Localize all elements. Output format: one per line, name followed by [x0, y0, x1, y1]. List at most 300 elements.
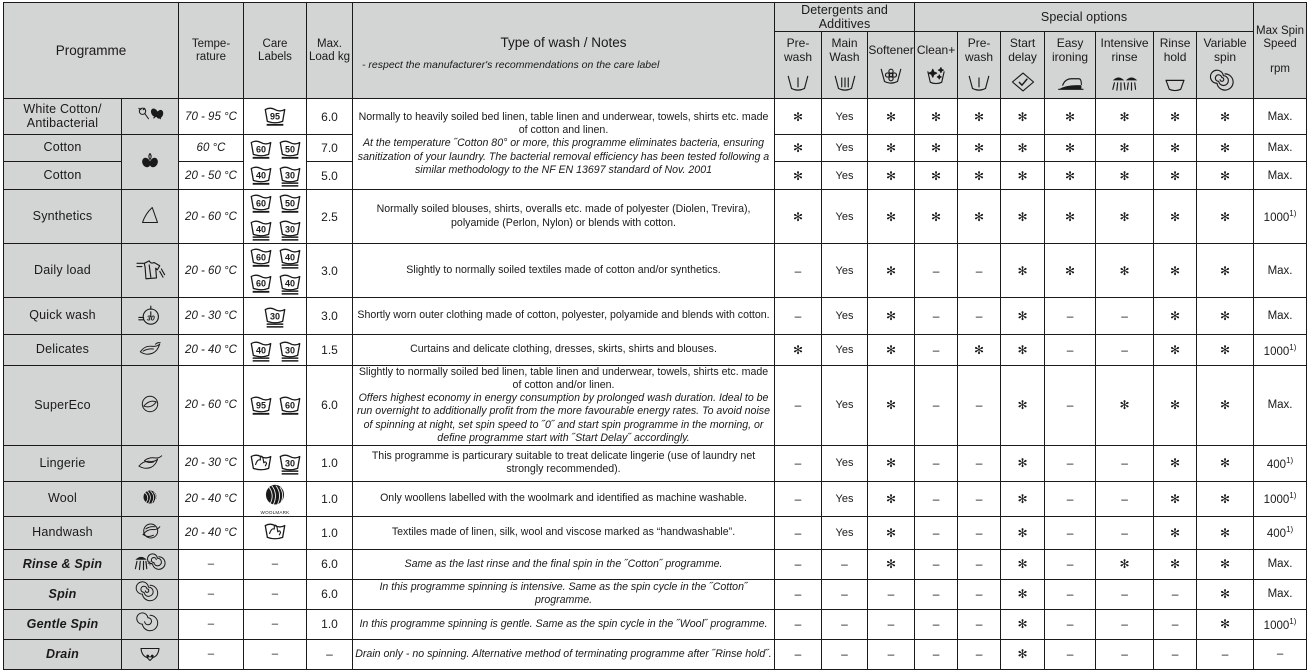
svg-text:+: + [147, 558, 153, 568]
spin-value: Max. [1267, 558, 1293, 571]
spin-footnote: 1) [1286, 455, 1294, 465]
notes-plain: This programme is particurary suitable to treat delicate lingerie (use of laundry net strongly recommended). [371, 450, 756, 476]
care-labels: – [244, 609, 307, 639]
option-unavailable: – [958, 244, 1001, 298]
programme-name-text: Spin [48, 586, 77, 601]
care-labels: – [244, 579, 307, 609]
notes-italic: Same as the last rinse and the final spin in the ˝Cotton˝ programme. [404, 557, 723, 570]
header-option-label-line1: Variable [1203, 36, 1247, 51]
spin-value: – [1276, 648, 1284, 661]
option-unavailable: – [958, 481, 1001, 516]
header-group-detergents: Detergents and Additives [775, 3, 915, 32]
option-unavailable: – [1096, 335, 1154, 366]
max-load-value: 2.5 [307, 190, 353, 244]
care-labels [244, 335, 307, 366]
option-available: ✻ [1197, 516, 1254, 549]
option-available: ✻ [1154, 335, 1197, 366]
option-available: ✻ [1197, 366, 1254, 446]
option-available: ✻ [1001, 516, 1045, 549]
notes-cell [353, 579, 775, 609]
header-maxload-line2: Load [309, 50, 335, 63]
option-available: ✻ [958, 335, 1001, 366]
header-option-label-line2: rinse [1111, 49, 1138, 64]
option-available: ✻ [1001, 335, 1045, 366]
max-spin-speed-value [1254, 99, 1307, 135]
lingerie-hand-icon [122, 445, 179, 481]
option-unavailable: – [822, 609, 868, 639]
option-available: ✻ [1001, 162, 1045, 190]
header-option-variablespin [1197, 32, 1254, 99]
care-label-row [244, 338, 306, 363]
option-available: ✻ [1154, 516, 1197, 549]
option-unavailable: – [958, 298, 1001, 335]
option-available: ✻ [1045, 190, 1096, 244]
table-row [4, 639, 1307, 669]
rinse-hold-tub-icon [1154, 69, 1196, 93]
option-yes: Yes [822, 244, 868, 298]
temperature-value: – [179, 639, 244, 669]
prewash-tub-icon [775, 69, 821, 93]
option-available: ✻ [868, 135, 915, 162]
notes-cell [353, 298, 775, 335]
option-yes: Yes [822, 516, 868, 549]
header-option-label-line2: ironing [1052, 49, 1089, 64]
option-available: ✻ [1045, 135, 1096, 162]
option-available: ✻ [868, 549, 915, 579]
spin-value: Max. [1267, 142, 1293, 154]
option-available: ✻ [1001, 298, 1045, 335]
option-available: ✻ [775, 335, 822, 366]
notes-cell [353, 609, 775, 639]
option-yes: Yes [822, 481, 868, 516]
svg-text:40: 40 [284, 278, 295, 289]
delicate-hand-icon [122, 335, 179, 366]
option-available: ✻ [868, 99, 915, 135]
spin-value: Max. [1267, 588, 1293, 601]
table-group-header-row [4, 3, 1307, 32]
svg-text:60: 60 [255, 143, 266, 154]
spin-value: 1000 [1263, 494, 1290, 507]
table-row [4, 609, 1307, 639]
header-maxspin-line1: Max [1256, 24, 1278, 37]
table-row [4, 516, 1307, 549]
max-spin-speed-value [1254, 335, 1307, 366]
option-unavailable: – [958, 445, 1001, 481]
svg-text:30: 30 [284, 224, 295, 235]
max-load-value: 7.0 [307, 135, 353, 162]
header-notes-subtitle: - respect the manufacturer's recommendations on the care label [362, 58, 660, 71]
option-available: ✻ [1001, 445, 1045, 481]
option-available: ✻ [868, 298, 915, 335]
header-option-startdelay [1001, 32, 1045, 99]
option-available: ✻ [1197, 162, 1254, 190]
header-temperature-line1: Tempe- [191, 37, 231, 50]
temperature-value: 20 - 30 °C [179, 445, 244, 481]
header-maxload-unit: kg [337, 50, 350, 63]
max-load-value: 6.0 [307, 99, 353, 135]
option-unavailable: – [1154, 639, 1197, 669]
option-available: ✻ [1001, 639, 1045, 669]
table-row [4, 335, 1307, 366]
temperature-value: 70 - 95 °C [179, 99, 244, 135]
header-temperature [179, 3, 244, 99]
option-yes: Yes [822, 135, 868, 162]
header-max-load [307, 3, 353, 99]
temperature-value: 20 - 40 °C [179, 335, 244, 366]
programme-name [4, 335, 122, 366]
notes-plain: Textiles made of linen, silk, wool and viscose marked as “handwashable”. [391, 526, 736, 539]
option-unavailable: – [1045, 639, 1096, 669]
max-load-value: 6.0 [307, 579, 353, 609]
option-yes: Yes [822, 335, 868, 366]
option-available: ✻ [915, 162, 958, 190]
table-row [4, 549, 1307, 579]
max-load-value: 1.0 [307, 481, 353, 516]
cleanplus-sparkle-tub-icon [915, 62, 957, 86]
notes-cell [353, 335, 775, 366]
care-labels: – [244, 639, 307, 669]
max-spin-speed-value [1254, 639, 1307, 669]
table-row [4, 99, 1307, 135]
notes-cell [353, 549, 775, 579]
programme-name-text: Drain [46, 646, 79, 661]
option-unavailable: – [1096, 481, 1154, 516]
header-maxspin-line2: Spin [1280, 24, 1305, 37]
spin-value: 400 [1266, 458, 1287, 471]
option-unavailable: – [1045, 609, 1096, 639]
option-available: ✻ [1096, 99, 1154, 135]
programme-name-text: Cotton [43, 167, 82, 182]
washing-programme-table [3, 2, 1307, 670]
option-unavailable: – [1045, 366, 1096, 446]
programme-table-sheet [0, 2, 1310, 662]
option-available: ✻ [1001, 135, 1045, 162]
spin-value: Max. [1267, 310, 1293, 322]
spin-footnote: 1) [1286, 525, 1294, 535]
programme-name [4, 135, 122, 162]
care-labels [244, 99, 307, 135]
table-row [4, 298, 1307, 335]
table-row [4, 366, 1307, 446]
option-available: ✻ [1197, 190, 1254, 244]
option-available: ✻ [1001, 579, 1045, 609]
header-option-label-line2: wash [783, 49, 812, 64]
svg-text:95: 95 [269, 111, 281, 122]
spin-value: 1000 [1263, 345, 1290, 358]
option-unavailable: – [868, 639, 915, 669]
care-labels [244, 190, 307, 244]
option-yes: Yes [822, 366, 868, 446]
option-available: ✻ [1197, 335, 1254, 366]
option-available: ✻ [1154, 549, 1197, 579]
notes-cell [353, 516, 775, 549]
option-unavailable: – [1096, 609, 1154, 639]
prewash-tub-icon [958, 69, 1000, 93]
header-option-easyironing [1045, 32, 1096, 99]
softener-flower-tub-icon [868, 62, 914, 86]
spin-footnote: 1) [1289, 342, 1297, 352]
care-label-row [244, 191, 306, 216]
option-available: ✻ [915, 99, 958, 135]
option-available: ✻ [1001, 244, 1045, 298]
cotton-boll-icon [122, 135, 179, 190]
care-labels [244, 244, 307, 298]
stopwatch-30-icon [122, 298, 179, 335]
table-row [4, 481, 1307, 516]
programme-name-text: Quick wash [29, 308, 96, 323]
care-label-row [244, 245, 306, 270]
option-available: ✻ [1001, 549, 1045, 579]
option-available: ✻ [868, 366, 915, 446]
programme-name [4, 366, 122, 446]
option-available: ✻ [915, 190, 958, 244]
temperature-value: – [179, 609, 244, 639]
option-available: ✻ [1197, 609, 1254, 639]
option-available: ✻ [1197, 579, 1254, 609]
option-unavailable: – [775, 639, 822, 669]
option-available: ✻ [1154, 190, 1197, 244]
option-unavailable: – [1096, 639, 1154, 669]
option-available: ✻ [1197, 445, 1254, 481]
notes-cell [353, 244, 775, 298]
table-row [4, 244, 1307, 298]
programme-name-text: Delicates [35, 342, 90, 357]
header-care-line1: Care [262, 37, 288, 50]
option-unavailable: – [775, 549, 822, 579]
spin-value: Max. [1267, 264, 1293, 277]
shower-rinse-icon [1096, 69, 1153, 93]
svg-text:40: 40 [255, 224, 266, 235]
option-unavailable: – [1045, 579, 1096, 609]
max-load-value: – [307, 639, 353, 669]
max-spin-speed-value [1254, 298, 1307, 335]
option-available: ✻ [1001, 609, 1045, 639]
option-unavailable: – [915, 579, 958, 609]
rinse-and-spin-icon [122, 549, 179, 579]
temperature-value: 20 - 60 °C [179, 366, 244, 446]
temperature-value: 20 - 50 °C [179, 162, 244, 190]
header-option-label-line2: spin [1214, 49, 1237, 64]
care-labels [244, 135, 307, 190]
option-yes: Yes [822, 298, 868, 335]
option-available: ✻ [1096, 366, 1154, 446]
notes-plain: Normally to heavily soiled bed linen, table linen and underwear, towels, shirts etc. made of cotton and linen. [358, 111, 769, 137]
option-available: ✻ [1154, 99, 1197, 135]
programme-name [4, 190, 122, 244]
notes-italic: Offers highest economy in energy consumption by prolonged wash duration. Ideal to be run overnight to additionally profit from the more favourable energy rates. To avoid noise of spinning at night, set spin speed to ˝0˝ and start spin programme in the morning, or define programme start with ˝Start Delay˝ accordingly. [357, 392, 770, 444]
max-spin-speed-value [1254, 481, 1307, 516]
table-row [4, 579, 1307, 609]
option-available: ✻ [775, 162, 822, 190]
max-spin-speed-value [1254, 579, 1307, 609]
header-option-label-line1: Pre- [967, 36, 991, 51]
option-unavailable: – [775, 244, 822, 298]
option-available: ✻ [1045, 162, 1096, 190]
header-option-pre-wash [775, 32, 822, 99]
option-unavailable: – [1096, 445, 1154, 481]
option-available: ✻ [868, 445, 915, 481]
programme-name-text: Cotton [43, 140, 82, 155]
notes-plain: Normally soiled blouses, shirts, overalls etc. made of polyester (Diolen, Trevira), polyamide (Perlon, Nylon) or blends with cotton. [376, 203, 751, 229]
option-available: ✻ [1197, 481, 1254, 516]
option-available: ✻ [775, 99, 822, 135]
header-option-label-line1: Easy [1056, 36, 1084, 51]
header-option-label-line2: hold [1163, 49, 1187, 64]
spin-value: 1000 [1263, 619, 1290, 632]
option-unavailable: – [1154, 609, 1197, 639]
max-load-value: 5.0 [307, 162, 353, 190]
max-spin-speed-value [1254, 609, 1307, 639]
care-label-row [244, 520, 306, 545]
option-unavailable: – [775, 579, 822, 609]
option-unavailable: – [1154, 579, 1197, 609]
header-notes-title: Type of wash / Notes [500, 34, 627, 50]
svg-text:60: 60 [255, 252, 266, 263]
handwash-icon [122, 516, 179, 549]
header-option-label-line1: Clean+ [916, 42, 956, 57]
option-available: ✻ [1096, 162, 1154, 190]
spiral-spin-icon [1197, 69, 1253, 93]
svg-text:40: 40 [255, 344, 266, 355]
option-unavailable: – [775, 609, 822, 639]
spin-footnote: 1) [1289, 616, 1297, 626]
max-load-value: 6.0 [307, 366, 353, 446]
care-labels [244, 481, 307, 516]
programme-name [4, 99, 122, 135]
option-unavailable: – [868, 579, 915, 609]
option-available: ✻ [958, 190, 1001, 244]
care-labels: – [244, 549, 307, 579]
option-available: ✻ [1154, 366, 1197, 446]
svg-text:95: 95 [255, 400, 266, 411]
svg-text:50: 50 [284, 198, 295, 209]
header-option-label-line1: Rinse [1159, 36, 1191, 51]
option-unavailable: – [1096, 516, 1154, 549]
bacteria-cotton-icon [122, 99, 179, 135]
option-unavailable: – [1197, 639, 1254, 669]
notes-italic: At the temperature ˝Cotton 80° or more, this programme eliminates bacteria, ensuring sanitization of your laundry. The bacterial removal efficiency has been tested following a similar methodology to the NF EN 13697 standard of Nov. 2001 [357, 137, 770, 176]
notes-plain: Only woollens labelled with the woolmark and identified as machine washable. [380, 492, 747, 505]
synthetics-iron-icon [122, 190, 179, 244]
header-option-label-line1: Main [831, 36, 858, 51]
programme-name [4, 244, 122, 298]
header-option-label-line1: Pre- [786, 36, 810, 51]
programme-name [4, 481, 122, 516]
max-spin-speed-value [1254, 516, 1307, 549]
option-available: ✻ [775, 135, 822, 162]
option-available: ✻ [958, 135, 1001, 162]
option-unavailable: – [1045, 335, 1096, 366]
notes-plain: Curtains and delicate clothing, dresses, skirts, shirts and blouses. [410, 343, 717, 356]
option-available: ✻ [1197, 135, 1254, 162]
header-maxload-line1: Max. [317, 37, 342, 50]
notes-italic: In this programme spinning is intensive. Same as the spin cycle in the ˝Cotton˝ programme. [379, 581, 748, 607]
header-option-label-line1: Start [1009, 36, 1036, 51]
option-unavailable: – [822, 639, 868, 669]
max-spin-speed-value [1254, 190, 1307, 244]
svg-text:60: 60 [284, 400, 295, 411]
option-unavailable: – [915, 481, 958, 516]
spin-value: Max. [1267, 169, 1293, 182]
option-available: ✻ [1096, 190, 1154, 244]
option-unavailable: – [1096, 579, 1154, 609]
clock-diamond-icon [1001, 69, 1044, 93]
option-unavailable: – [915, 516, 958, 549]
option-yes: Yes [822, 99, 868, 135]
option-available: ✻ [868, 516, 915, 549]
header-care-labels [244, 3, 307, 99]
care-label-row [244, 304, 306, 329]
option-available: ✻ [1154, 244, 1197, 298]
iron-icon [1045, 69, 1095, 93]
programme-name-text: Daily load [34, 262, 91, 277]
eco-leaf-circle-icon [122, 366, 179, 446]
max-spin-speed-value [1254, 162, 1307, 190]
svg-text:30: 30 [284, 169, 295, 180]
option-available: ✻ [1197, 99, 1254, 135]
option-unavailable: – [958, 639, 1001, 669]
header-option-label-line2: Wash [829, 49, 860, 64]
option-available: ✻ [958, 99, 1001, 135]
care-label-row [244, 104, 306, 129]
programme-name-text: Rinse & Spin [22, 556, 103, 571]
header-max-spin-speed [1254, 3, 1307, 99]
header-option-clean- [915, 32, 958, 99]
programme-name-text: SuperEco [34, 397, 91, 412]
spin-spiral-icon [122, 579, 179, 609]
option-unavailable: – [775, 366, 822, 446]
max-spin-speed-value [1254, 135, 1307, 162]
option-unavailable: – [775, 516, 822, 549]
option-available: ✻ [1154, 135, 1197, 162]
option-available: ✻ [1197, 298, 1254, 335]
temperature-value: 20 - 60 °C [179, 244, 244, 298]
option-unavailable: – [915, 366, 958, 446]
notes-cell [353, 366, 775, 446]
wool-ball-icon [122, 481, 179, 516]
option-available: ✻ [868, 335, 915, 366]
programme-name-text: Handwash [32, 525, 93, 540]
option-unavailable: – [958, 516, 1001, 549]
option-available: ✻ [958, 162, 1001, 190]
option-yes: Yes [822, 445, 868, 481]
option-unavailable: – [1045, 298, 1096, 335]
option-unavailable: – [1045, 549, 1096, 579]
drain-icon [122, 639, 179, 669]
header-group-special-options: Special options [915, 3, 1254, 32]
option-unavailable: – [1096, 298, 1154, 335]
care-labels [244, 366, 307, 446]
programme-name [4, 639, 122, 669]
care-label-row [244, 137, 306, 162]
option-unavailable: – [915, 445, 958, 481]
care-labels [244, 445, 307, 481]
option-available: ✻ [1096, 244, 1154, 298]
header-care-line2: Labels [258, 50, 292, 63]
svg-text:60: 60 [255, 198, 266, 209]
option-available: ✻ [775, 190, 822, 244]
option-available: ✻ [1045, 244, 1096, 298]
programme-name-line2: Antibacterial [26, 115, 99, 130]
max-spin-speed-value [1254, 445, 1307, 481]
option-unavailable: – [868, 609, 915, 639]
header-option-rinsehold [1154, 32, 1197, 99]
temperature-value: 20 - 30 °C [179, 298, 244, 335]
header-option-label-line2: wash [965, 49, 994, 64]
option-unavailable: – [775, 445, 822, 481]
option-available: ✻ [1154, 298, 1197, 335]
max-load-value: 3.0 [307, 244, 353, 298]
